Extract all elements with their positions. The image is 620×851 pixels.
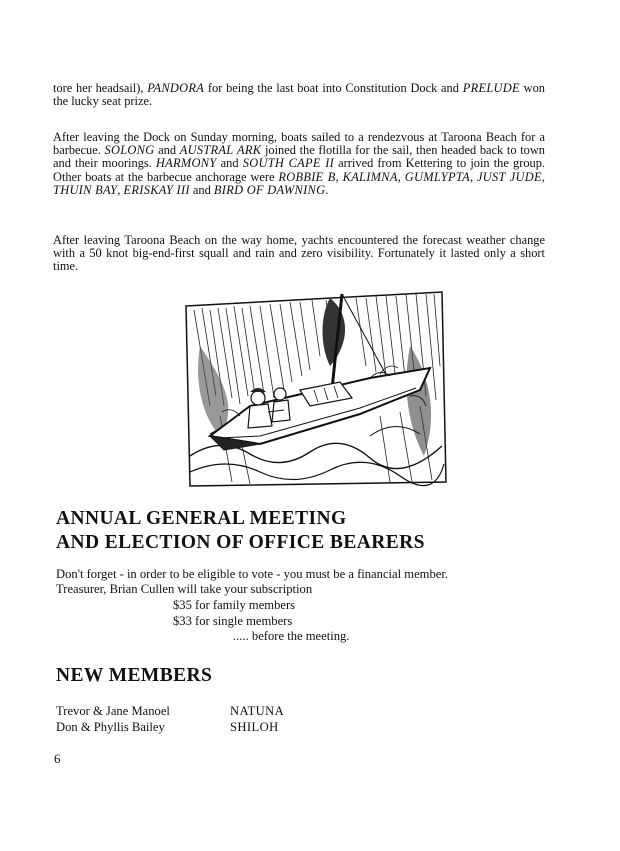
agm-heading-line-1: ANNUAL GENERAL MEETING — [56, 508, 347, 529]
text: , — [541, 169, 545, 184]
member-name: Trevor & Jane Manoel — [56, 704, 170, 718]
fee-family: $35 for family members — [173, 598, 296, 612]
member-name: Don & Phyllis Bailey — [56, 720, 165, 734]
article-paragraph-3: After leaving Taroona Beach on the way home, yachts encountered the forecast weather change with a 50 knot big-end-first squall and rain and zero visibility. Fortunately it lasted only a short time. — [53, 233, 545, 274]
text: tore her headsail), — [53, 81, 148, 95]
member-boat: NATUNA — [230, 704, 285, 718]
text: arrived from Kettering to join the group. Other boats at the barbecue anchorage were — [53, 156, 546, 184]
boat-name: HARMONY — [155, 156, 217, 171]
boat-name: KALIMNA — [342, 169, 398, 184]
agm-heading-line-2: AND ELECTION OF OFFICE BEARERS — [56, 532, 425, 553]
text: and — [154, 143, 180, 158]
agm-notice-line: Don't forget - in order to be eligible to vote - you must be a financial member. — [56, 567, 448, 581]
agm-heading — [56, 507, 425, 555]
boat-name: ERISKAY III — [123, 182, 190, 197]
boat-name: GUMLYPTA — [404, 169, 470, 184]
boat-name: PANDORA — [147, 81, 205, 95]
boat-name: BIRD OF DAWNING — [213, 182, 326, 197]
text: for being the last boat into Constitution Dock and — [204, 81, 463, 95]
text: . — [325, 182, 329, 197]
new-members-heading: NEW MEMBERS — [56, 665, 213, 686]
article-paragraph-2 — [53, 131, 545, 197]
boat-name: ROBBIE B — [278, 169, 336, 184]
text: and — [216, 156, 243, 171]
text: won the lucky seat prize. — [53, 81, 545, 109]
boat-name: PRELUDE — [462, 81, 520, 95]
boat-name: SOLONG — [104, 143, 155, 158]
text: , — [470, 169, 477, 184]
fee-single: $33 for single members — [173, 614, 293, 628]
agm-treasurer-line: Treasurer, Brian Cullen will take your subscription — [56, 582, 313, 596]
text: joined the flotilla for the sail, then headed back to town and their moorings. — [53, 143, 545, 171]
text: After leaving the Dock on Sunday morning, boats sailed to a rendezvous at Taroona Beach for a barbecue. — [53, 130, 545, 158]
boat-name: JUST JUDE — [477, 169, 542, 184]
text: and — [189, 182, 214, 197]
member-boat: SHILOH — [230, 720, 279, 734]
sailboat-in-storm-sketch — [180, 286, 450, 488]
before-meeting-note: ..... before the meeting. — [233, 629, 350, 643]
text: , — [335, 169, 343, 184]
boat-name: AUSTRAL ARK — [179, 143, 262, 158]
page-number: 6 — [54, 751, 61, 766]
boat-name: SOUTH CAPE II — [242, 156, 335, 171]
boat-name: THUIN BAY — [53, 182, 118, 197]
article-paragraph-1 — [53, 82, 545, 108]
text: , — [397, 169, 405, 184]
text: , — [117, 182, 124, 197]
